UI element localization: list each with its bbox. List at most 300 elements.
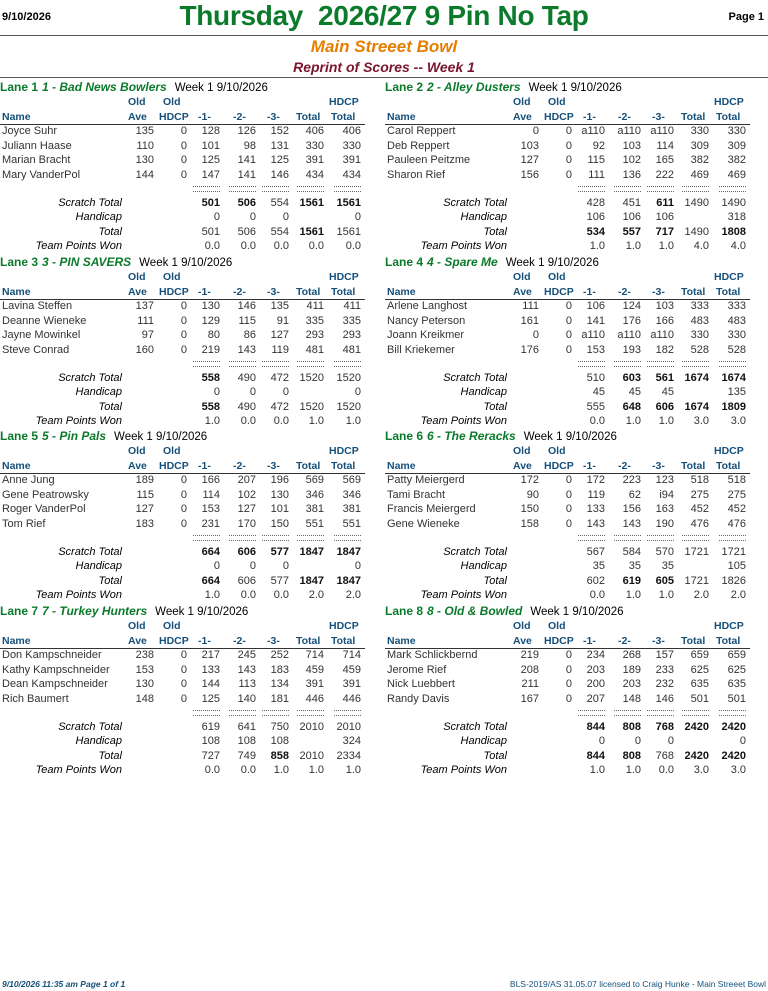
summary-points-htot: 4.0 xyxy=(730,240,746,252)
bowler-total: 481 xyxy=(305,343,324,356)
bowler-g3: a110 xyxy=(650,329,674,341)
bowler-g2: 115 xyxy=(238,314,256,327)
bowler-name: Patty Meiergerd xyxy=(387,474,465,486)
summary-scratch-g2: 584 xyxy=(622,546,641,558)
bowler-total: 518 xyxy=(690,474,709,486)
col-hdcp-total-top: HDCP xyxy=(714,271,744,283)
summary-total-g3: 605 xyxy=(655,575,674,587)
bowler-hdcp: 0 xyxy=(180,503,187,515)
summary-points-total: 3.0 xyxy=(693,764,709,776)
col-hdcp-total: Total xyxy=(716,635,741,647)
bowler-hdcp: 0 xyxy=(180,517,187,530)
col-game3: -3- xyxy=(652,111,665,123)
summary-points-g2: 1.0 xyxy=(625,764,641,776)
bowler-g3: 157 xyxy=(655,649,674,661)
separator-g3 xyxy=(647,535,674,541)
bowler-name: Marian Bracht xyxy=(2,154,71,166)
summary-total-total: 2010 xyxy=(299,750,324,762)
summary-scratch-htot: 1847 xyxy=(336,546,361,558)
summary-handicap-label: Handicap xyxy=(460,386,507,398)
bowler-hdcp: 0 xyxy=(565,678,572,690)
col-game3: -3- xyxy=(652,460,665,472)
bowler-hdcp: 0 xyxy=(565,474,572,486)
bowler-g1: 153 xyxy=(201,503,220,515)
separator-g3 xyxy=(262,710,289,716)
separator-htot xyxy=(719,186,746,192)
bowler-g2: 245 xyxy=(237,649,256,661)
bowler-htot: 446 xyxy=(342,692,361,705)
summary-scratch-total: 1561 xyxy=(299,197,324,209)
bowler-g2: 86 xyxy=(243,329,256,341)
col-total: Total xyxy=(296,111,321,123)
summary-handicap-g2: 35 xyxy=(628,560,641,572)
summary-handicap-label: Handicap xyxy=(75,560,122,572)
col-old-ave-top: Old xyxy=(513,271,531,283)
col-game3: -3- xyxy=(652,635,665,647)
summary-points-label: Team Points Won xyxy=(420,415,507,427)
summary-total-label: Total xyxy=(98,575,122,587)
lane-block xyxy=(385,255,763,429)
lane-block xyxy=(385,604,763,778)
bowler-g3: 165 xyxy=(655,154,674,166)
summary-total-htot: 2334 xyxy=(336,750,361,762)
summary-scratch-htot: 1674 xyxy=(721,372,746,384)
summary-scratch-g1: 558 xyxy=(201,372,220,384)
bowler-g3: 123 xyxy=(655,474,674,486)
bowler-hdcp: 0 xyxy=(565,314,572,327)
summary-total-g3: 717 xyxy=(655,226,674,238)
summary-total-label: Total xyxy=(483,575,507,587)
col-game2: -2- xyxy=(233,286,246,298)
col-game1: -1- xyxy=(583,460,596,472)
bowler-htot: 330 xyxy=(727,125,746,137)
bowler-name: Lavina Steffen xyxy=(2,300,73,312)
col-game1: -1- xyxy=(583,635,596,647)
col-name: Name xyxy=(387,111,416,123)
bowler-total: 330 xyxy=(690,125,709,137)
summary-scratch-g2: 506 xyxy=(237,197,256,209)
col-hdcp-total: Total xyxy=(716,460,741,472)
bowler-hdcp: 0 xyxy=(565,300,572,312)
bowler-ave: 0 xyxy=(532,125,539,137)
separator-htot xyxy=(334,186,361,192)
summary-total-total: 1561 xyxy=(299,226,324,238)
summary-total-htot: 1847 xyxy=(336,575,361,587)
summary-total-total: 1847 xyxy=(299,575,324,587)
team-name: 5 - Pin Pals xyxy=(42,429,107,443)
bowler-name: Gene Wieneke xyxy=(387,517,460,530)
col-hdcp-total: Total xyxy=(331,635,356,647)
col-old-hdcp-top: Old xyxy=(548,445,566,457)
bowler-hdcp: 0 xyxy=(565,154,572,166)
summary-total-total: 1721 xyxy=(684,575,709,587)
summary-handicap-g1: 0 xyxy=(598,735,605,747)
bowler-htot: 452 xyxy=(727,503,746,515)
bowler-hdcp: 0 xyxy=(565,329,572,341)
summary-scratch-htot: 1561 xyxy=(336,197,361,209)
summary-scratch-g3: 768 xyxy=(655,721,674,733)
bowler-name: Rich Baumert xyxy=(2,692,69,705)
bowler-g2: 143 xyxy=(237,663,256,676)
bowler-g1: 133 xyxy=(201,663,220,676)
summary-points-g1: 0.0 xyxy=(204,764,220,776)
summary-total-g3: 858 xyxy=(270,750,289,762)
bowler-ave: 211 xyxy=(521,678,539,690)
team-name: 6 - The Reracks xyxy=(427,429,516,443)
footer-print-info: 9/10/2026 11:35 am Page 1 of 1 xyxy=(2,979,126,989)
bowler-total: 335 xyxy=(305,314,324,327)
bowler-hdcp: 0 xyxy=(565,663,572,676)
col-game3: -3- xyxy=(267,460,280,472)
summary-scratch-total: 1520 xyxy=(299,372,324,384)
separator-htot xyxy=(334,535,361,541)
bowler-ave: 150 xyxy=(520,503,539,515)
summary-total-g2: 648 xyxy=(622,401,641,413)
bowler-g1: 130 xyxy=(201,300,220,312)
summary-total-g3: 554 xyxy=(270,226,289,238)
col-total: Total xyxy=(296,635,321,647)
bowler-total: 446 xyxy=(305,692,324,705)
summary-handicap-htot: 0 xyxy=(354,386,361,398)
lane-heading xyxy=(385,80,622,96)
bowler-ave: 135 xyxy=(135,125,154,137)
col-game3: -3- xyxy=(267,286,280,298)
col-name: Name xyxy=(2,460,31,472)
col-game1: -1- xyxy=(198,286,211,298)
bowler-name: Don Kampschneider xyxy=(2,649,102,661)
summary-handicap-htot: 135 xyxy=(727,386,746,398)
summary-handicap-g1: 106 xyxy=(586,211,605,223)
bowler-total: 391 xyxy=(305,154,324,166)
bowler-g3: 190 xyxy=(655,517,674,530)
team-name: 7 - Turkey Hunters xyxy=(42,604,148,618)
col-hdcp-total-top: HDCP xyxy=(329,445,359,457)
bowler-hdcp: 0 xyxy=(565,125,572,137)
summary-handicap-g3: 0 xyxy=(282,211,289,223)
col-old-ave-top: Old xyxy=(128,96,146,108)
bowler-name: Nancy Peterson xyxy=(387,314,466,327)
lane-heading xyxy=(0,255,232,271)
week-date: Week 1 9/10/2026 xyxy=(523,431,617,443)
separator-g1 xyxy=(193,710,220,716)
summary-points-g1: 0.0 xyxy=(204,240,220,252)
bowler-g3: 152 xyxy=(270,125,289,137)
col-ave: Ave xyxy=(128,286,147,298)
bowler-total: 391 xyxy=(305,678,324,690)
header-rule-top xyxy=(0,35,768,36)
bowler-htot: 335 xyxy=(342,314,361,327)
summary-points-g1: 1.0 xyxy=(589,240,605,252)
col-hdcp-total: Total xyxy=(716,286,741,298)
separator-g2 xyxy=(229,361,256,367)
bowler-g2: 189 xyxy=(622,663,641,676)
bowler-name: Bill Kriekemer xyxy=(387,343,455,356)
summary-scratch-label: Scratch Total xyxy=(58,197,122,209)
summary-points-total: 4.0 xyxy=(693,240,709,252)
col-old-hdcp-top: Old xyxy=(548,620,566,632)
bowler-hdcp: 0 xyxy=(180,139,187,152)
bowler-ave: 183 xyxy=(135,517,154,530)
bowler-htot: 459 xyxy=(342,663,361,676)
separator-total xyxy=(682,361,709,367)
col-hdcp-total-top: HDCP xyxy=(714,620,744,632)
bowler-total: 346 xyxy=(305,488,324,501)
bowler-g3: i94 xyxy=(659,488,674,501)
col-game2: -2- xyxy=(233,460,246,472)
bowler-total: 330 xyxy=(690,329,709,341)
bowler-htot: 391 xyxy=(342,154,361,166)
bowler-hdcp: 0 xyxy=(180,692,187,705)
bowler-total: 411 xyxy=(306,300,324,312)
separator-g3 xyxy=(647,710,674,716)
bowler-g1: 217 xyxy=(201,649,220,661)
lane-block xyxy=(0,80,378,254)
separator-total xyxy=(297,710,324,716)
summary-scratch-htot: 2010 xyxy=(336,721,361,733)
summary-points-g3: 1.0 xyxy=(658,415,674,427)
col-game1: -1- xyxy=(583,111,596,123)
bowler-ave: 189 xyxy=(135,474,154,486)
bowler-g3: 252 xyxy=(270,649,289,661)
summary-total-g3: 606 xyxy=(655,401,674,413)
summary-points-total: 2.0 xyxy=(693,589,709,601)
bowler-g2: 136 xyxy=(622,168,641,181)
bowler-g1: 200 xyxy=(586,678,605,690)
summary-scratch-label: Scratch Total xyxy=(443,197,507,209)
lane-heading xyxy=(385,429,617,445)
bowler-g1: a110 xyxy=(581,329,605,341)
col-hdcp: HDCP xyxy=(544,111,574,123)
bowler-total: 406 xyxy=(305,125,324,137)
col-old-hdcp-top: Old xyxy=(548,271,566,283)
summary-total-g2: 619 xyxy=(622,575,641,587)
summary-handicap-g2: 106 xyxy=(622,211,641,223)
bowler-g2: 148 xyxy=(622,692,641,705)
summary-points-htot: 2.0 xyxy=(345,589,361,601)
summary-scratch-g3: 570 xyxy=(655,546,674,558)
separator-g1 xyxy=(193,186,220,192)
bowler-ave: 137 xyxy=(135,300,154,312)
bowler-htot: 382 xyxy=(727,154,746,166)
bowler-ave: 158 xyxy=(520,517,539,530)
summary-handicap-g2: 108 xyxy=(237,735,256,747)
bowler-htot: 625 xyxy=(727,663,746,676)
bowler-g1: 203 xyxy=(586,663,605,676)
summary-total-total: 1520 xyxy=(299,401,324,413)
summary-points-label: Team Points Won xyxy=(35,415,122,427)
bowling-center-name: Main Streeet Bowl xyxy=(310,37,458,56)
separator-g1 xyxy=(578,710,605,716)
bowler-g3: 135 xyxy=(270,300,289,312)
bowler-total: 635 xyxy=(690,678,709,690)
bowler-g1: 143 xyxy=(586,517,605,530)
summary-scratch-label: Scratch Total xyxy=(58,546,122,558)
summary-points-g1: 0.0 xyxy=(589,589,605,601)
col-total: Total xyxy=(296,460,321,472)
bowler-htot: 330 xyxy=(727,329,746,341)
bowler-htot: 330 xyxy=(342,139,361,152)
summary-scratch-g2: 451 xyxy=(622,197,641,209)
bowler-g1: 125 xyxy=(201,154,220,166)
col-total: Total xyxy=(296,286,321,298)
bowler-htot: 518 xyxy=(727,474,746,486)
summary-handicap-htot: 318 xyxy=(727,211,746,223)
bowler-hdcp: 0 xyxy=(180,474,187,486)
bowler-htot: 551 xyxy=(342,517,361,530)
bowler-hdcp: 0 xyxy=(180,314,187,327)
col-hdcp-total-top: HDCP xyxy=(329,96,359,108)
lane-heading xyxy=(385,604,624,620)
bowler-total: 476 xyxy=(690,517,709,530)
summary-handicap-g3: 0 xyxy=(282,386,289,398)
bowler-name: Roger VanderPol xyxy=(2,503,86,515)
week-date: Week 1 9/10/2026 xyxy=(114,431,208,443)
bowler-ave: 160 xyxy=(135,343,154,356)
col-old-hdcp-top: Old xyxy=(163,271,181,283)
summary-scratch-g1: 428 xyxy=(586,197,605,209)
bowler-name: Francis Meiergerd xyxy=(387,503,476,515)
separator-total xyxy=(297,361,324,367)
summary-points-total: 1.0 xyxy=(308,764,324,776)
bowler-ave: 111 xyxy=(522,300,539,312)
separator-g1 xyxy=(578,361,605,367)
summary-scratch-label: Scratch Total xyxy=(58,372,122,384)
week-date: Week 1 9/10/2026 xyxy=(155,606,249,618)
summary-handicap-g1: 0 xyxy=(213,211,220,223)
col-old-ave-top: Old xyxy=(513,620,531,632)
summary-total-g2: 557 xyxy=(622,226,641,238)
summary-points-label: Team Points Won xyxy=(420,240,507,252)
summary-total-g1: 602 xyxy=(586,575,605,587)
bowler-total: 330 xyxy=(305,139,324,152)
bowler-htot: 481 xyxy=(342,343,361,356)
bowler-g1: 92 xyxy=(592,139,605,152)
col-hdcp: HDCP xyxy=(159,111,189,123)
bowler-g1: 101 xyxy=(201,139,220,152)
bowler-total: 452 xyxy=(690,503,709,515)
summary-scratch-total: 1490 xyxy=(684,197,709,209)
bowler-g3: 134 xyxy=(270,678,289,690)
bowler-htot: 406 xyxy=(342,125,361,137)
bowler-name: Jayne Mowinkel xyxy=(2,329,81,341)
summary-scratch-total: 1674 xyxy=(684,372,709,384)
bowler-g3: 103 xyxy=(655,300,674,312)
bowler-g2: 207 xyxy=(237,474,256,486)
col-game3: -3- xyxy=(267,111,280,123)
summary-points-htot: 3.0 xyxy=(730,415,746,427)
bowler-name: Tom Rief xyxy=(2,517,46,530)
report-title: Thursday 2026/27 9 Pin No Tap xyxy=(179,0,589,31)
team-name: 8 - Old & Bowled xyxy=(427,604,523,618)
col-hdcp: HDCP xyxy=(544,286,574,298)
summary-handicap-htot: 0 xyxy=(354,560,361,572)
summary-points-htot: 2.0 xyxy=(730,589,746,601)
bowler-hdcp: 0 xyxy=(180,663,187,676)
col-name: Name xyxy=(2,635,31,647)
col-ave: Ave xyxy=(128,111,147,123)
col-ave: Ave xyxy=(513,286,532,298)
summary-scratch-g3: 554 xyxy=(270,197,289,209)
col-old-hdcp-top: Old xyxy=(163,96,181,108)
summary-total-g1: 664 xyxy=(201,575,220,587)
summary-points-g3: 0.0 xyxy=(658,764,674,776)
bowler-hdcp: 0 xyxy=(565,168,572,181)
bowler-g2: 141 xyxy=(237,154,256,166)
col-hdcp: HDCP xyxy=(544,635,574,647)
bowler-total: 714 xyxy=(305,649,324,661)
bowler-htot: 411 xyxy=(343,300,361,312)
summary-total-g2: 490 xyxy=(237,401,256,413)
bowler-hdcp: 0 xyxy=(180,168,187,181)
bowler-g3: 131 xyxy=(270,139,289,152)
summary-total-label: Total xyxy=(98,226,122,238)
bowler-total: 434 xyxy=(305,168,324,181)
summary-scratch-total: 1721 xyxy=(684,546,709,558)
bowler-ave: 90 xyxy=(526,488,539,501)
summary-handicap-g1: 45 xyxy=(592,386,605,398)
bowler-hdcp: 0 xyxy=(180,488,187,501)
summary-total-total: 1674 xyxy=(684,401,709,413)
separator-g3 xyxy=(262,535,289,541)
separator-g1 xyxy=(193,535,220,541)
bowler-name: Joann Kreikmer xyxy=(387,329,465,341)
summary-handicap-g3: 0 xyxy=(282,560,289,572)
bowler-hdcp: 0 xyxy=(180,154,187,166)
summary-scratch-g2: 641 xyxy=(237,721,256,733)
bowler-name: Deb Reppert xyxy=(387,139,450,152)
bowler-name: Kathy Kampschneider xyxy=(2,663,110,676)
summary-handicap-g3: 108 xyxy=(270,735,289,747)
bowler-g1: 111 xyxy=(588,168,605,181)
bowler-total: 483 xyxy=(690,314,709,327)
bowler-hdcp: 0 xyxy=(565,517,572,530)
lane-block xyxy=(385,429,763,603)
bowler-g2: 102 xyxy=(237,488,256,501)
bowler-g3: 114 xyxy=(656,139,674,152)
separator-total xyxy=(297,186,324,192)
bowler-g2: 143 xyxy=(622,517,641,530)
bowler-hdcp: 0 xyxy=(565,343,572,356)
col-game1: -1- xyxy=(198,635,211,647)
bowler-ave: 167 xyxy=(520,692,539,705)
week-date: Week 1 9/10/2026 xyxy=(528,82,622,94)
bowler-name: Deanne Wieneke xyxy=(2,314,87,327)
bowler-ave: 115 xyxy=(136,488,154,501)
summary-points-g2: 1.0 xyxy=(625,415,641,427)
col-old-hdcp-top: Old xyxy=(163,445,181,457)
summary-handicap-g1: 35 xyxy=(592,560,605,572)
bowler-g3: 119 xyxy=(271,343,289,356)
summary-points-g2: 0.0 xyxy=(240,240,256,252)
summary-handicap-label: Handicap xyxy=(460,211,507,223)
summary-points-total: 0.0 xyxy=(308,240,324,252)
summary-handicap-g1: 108 xyxy=(201,735,220,747)
bowler-htot: 483 xyxy=(727,314,746,327)
summary-points-g2: 0.0 xyxy=(240,589,256,601)
summary-total-htot: 2420 xyxy=(721,750,746,762)
bowler-g2: 62 xyxy=(628,488,641,501)
summary-points-g1: 0.0 xyxy=(589,415,605,427)
bowler-ave: 176 xyxy=(520,343,539,356)
bowler-htot: 391 xyxy=(342,678,361,690)
summary-scratch-g1: 619 xyxy=(201,721,220,733)
col-old-hdcp-top: Old xyxy=(163,620,181,632)
lane-number: Lane 5 xyxy=(0,429,39,443)
summary-scratch-htot: 1721 xyxy=(721,546,746,558)
bowler-ave: 238 xyxy=(135,649,154,661)
summary-handicap-label: Handicap xyxy=(75,211,122,223)
summary-handicap-g2: 0 xyxy=(249,211,256,223)
